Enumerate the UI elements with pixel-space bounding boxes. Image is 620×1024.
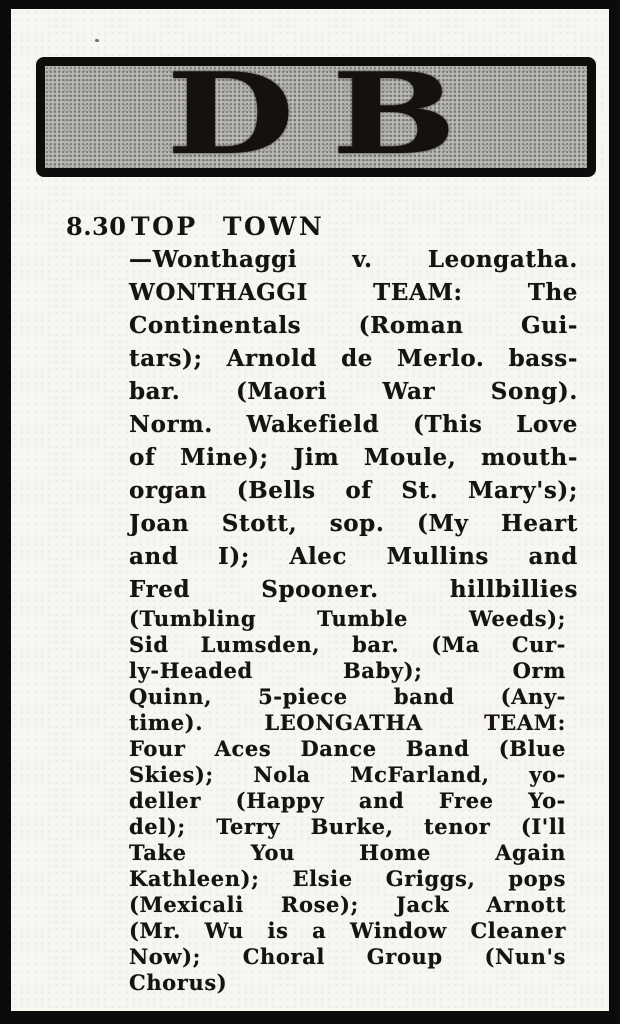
programme-time: 8.30 <box>66 212 127 241</box>
listing-line: Joan Stott, sop. (My Heart <box>129 510 578 537</box>
listing-line: WONTHAGGI TEAM: The <box>129 279 578 306</box>
db-logo: DB <box>166 57 494 177</box>
listing-line: Take You Home Again <box>129 840 566 865</box>
listing-line: bar. (Maori War Song). <box>129 378 578 405</box>
listing-line: deller (Happy and Free Yo- <box>129 788 566 813</box>
listing-line: Now); Choral Group (Nun's <box>129 944 566 969</box>
listing-line: Sid Lumsden, bar. (Ma Cur- <box>129 632 566 657</box>
listing-line: (Tumbling Tumble Weeds); <box>129 606 566 631</box>
listing-line: ly-Headed Baby); Orm <box>129 658 566 683</box>
listing-line: (Mr. Wu is a Window Cleaner <box>129 918 566 943</box>
listing-line: of Mine); Jim Moule, mouth- <box>129 444 578 471</box>
listing-line: and I); Alec Mullins and <box>129 543 578 570</box>
listing-line: Fred Spooner. hillbillies <box>129 576 578 603</box>
programme-title: TOP TOWN <box>131 212 325 241</box>
listing-line: Chorus) <box>129 970 228 995</box>
print-speck <box>95 39 99 42</box>
listing-body-lower <box>129 606 566 996</box>
listing-line: Four Aces Dance Band (Blue <box>129 736 566 761</box>
listing-line: time). LEONGATHA TEAM: <box>129 710 566 735</box>
listing-line: Norm. Wakefield (This Love <box>129 411 578 438</box>
listing-line: Continentals (Roman Gui- <box>129 312 578 339</box>
listing-line: (Mexicali Rose); Jack Arnott <box>129 892 566 917</box>
listing-header <box>66 212 578 241</box>
listing-line: Quinn, 5-piece band (Any- <box>129 684 566 709</box>
listing-line: tars); Arnold de Merlo. bass- <box>129 345 578 372</box>
listing-line: —Wonthaggi v. Leongatha. <box>129 246 578 273</box>
listing-line: organ (Bells of St. Mary's); <box>129 477 578 504</box>
masthead-box <box>36 57 596 177</box>
listing-line: del); Terry Burke, tenor (I'll <box>129 814 566 839</box>
listing-line: Kathleen); Elsie Griggs, pops <box>129 866 566 891</box>
listing-line: Skies); Nola McFarland, yo- <box>129 762 566 787</box>
programme-listing <box>66 212 578 996</box>
listing-body-upper <box>129 243 578 606</box>
